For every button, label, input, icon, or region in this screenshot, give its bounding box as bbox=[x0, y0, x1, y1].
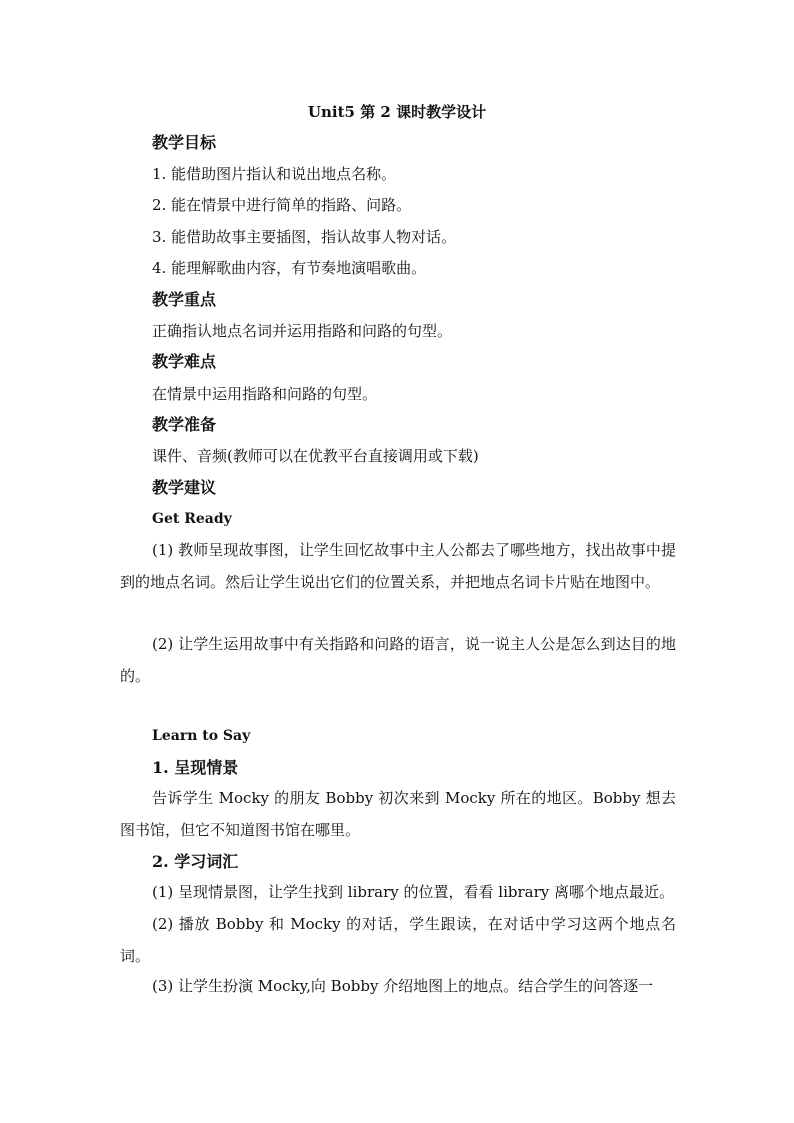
key-points-heading: 教学重点 bbox=[152, 290, 217, 309]
step-2-paragraph-2: (2) 播放 Bobby 和 Mocky 的对话，学生跟读，在对话中学习这两个地点名词。 bbox=[120, 915, 676, 965]
step-2-paragraph-3: (3) 让学生扮演 Mocky,向 Bobby 介绍地图上的地点。结合学生的问答逐一 bbox=[152, 977, 654, 995]
suggestions-heading: 教学建议 bbox=[152, 478, 217, 497]
learn-to-say-heading: Learn to Say bbox=[152, 728, 251, 744]
objective-item-2: 2. 能在情景中进行简单的指路、问路。 bbox=[152, 196, 412, 214]
objectives-heading: 教学目标 bbox=[152, 133, 217, 152]
preparation-text: 课件、音频(教师可以在优教平台直接调用或下载) bbox=[152, 447, 479, 465]
preparation-heading: 教学准备 bbox=[152, 415, 217, 434]
step-2-heading: 2. 学习词汇 bbox=[152, 852, 239, 871]
step-2-paragraph-1: (1) 呈现情景图，让学生找到 library 的位置，看看 library 离哪个地点最近。 bbox=[152, 883, 674, 901]
document-title: Unit5 第 2 课时教学设计 bbox=[307, 103, 487, 121]
objective-item-1: 1. 能借助图片指认和说出地点名称。 bbox=[152, 165, 397, 183]
step-1-text: 告诉学生 Mocky 的朋友 Bobby 初次来到 Mocky 所在的地区。Bobby 想去图书馆，但它不知道图书馆在哪里。 bbox=[120, 789, 676, 839]
get-ready-heading: Get Ready bbox=[152, 511, 232, 527]
difficulties-text: 在情景中运用指路和问路的句型。 bbox=[152, 385, 378, 403]
step-1-heading: 1. 呈现情景 bbox=[152, 758, 239, 777]
objective-item-4: 4. 能理解歌曲内容，有节奏地演唱歌曲。 bbox=[152, 259, 427, 277]
key-points-text: 正确指认地点名词并运用指路和问路的句型。 bbox=[152, 322, 453, 340]
objective-item-3: 3. 能借助故事主要插图，指认故事人物对话。 bbox=[152, 228, 457, 246]
get-ready-paragraph-2: (2) 让学生运用故事中有关指路和问路的语言，说一说主人公是怎么到达目的地的。 bbox=[120, 635, 676, 685]
get-ready-paragraph-1: (1) 教师呈现故事图，让学生回忆故事中主人公都去了哪些地方，找出故事中提到的地点名词。然后让学生说出它们的位置关系，并把地点名词卡片贴在地图中。 bbox=[120, 541, 676, 591]
difficulties-heading: 教学难点 bbox=[152, 352, 217, 371]
